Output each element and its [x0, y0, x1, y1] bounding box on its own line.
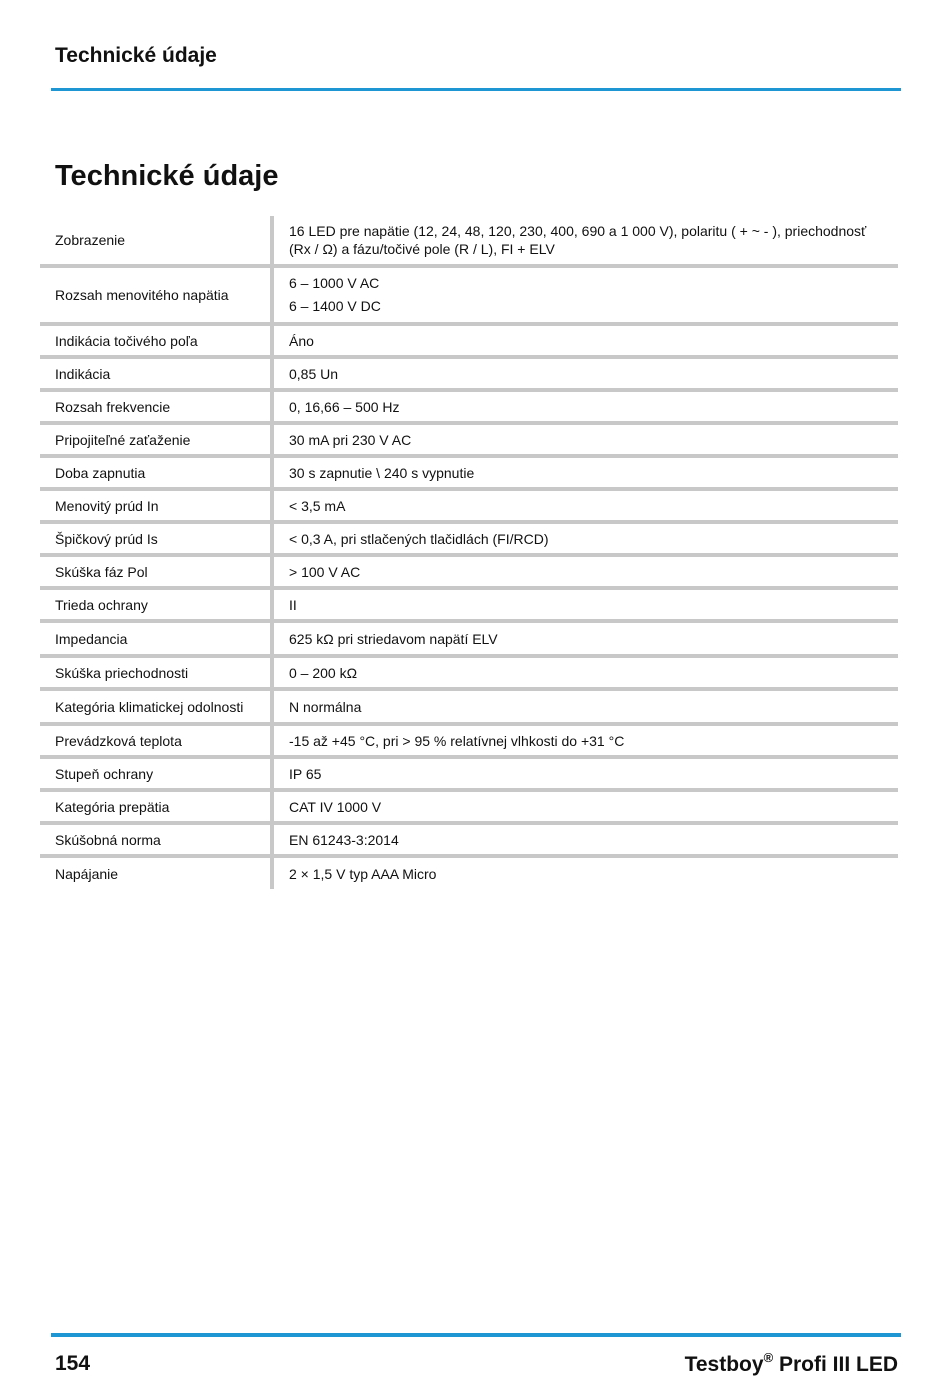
spec-value-line: 0 – 200 kΩ: [289, 664, 358, 681]
spec-value: [274, 726, 898, 755]
spec-label: Impedancia: [40, 623, 274, 654]
spec-row: [40, 359, 898, 392]
spec-row: [40, 691, 898, 726]
spec-value: [274, 858, 898, 889]
spec-row: [40, 458, 898, 491]
spec-value: [274, 759, 898, 788]
spec-value: [274, 590, 898, 619]
spec-value: [274, 326, 898, 355]
spec-value-line: 625 kΩ pri striedavom napätí ELV: [289, 630, 498, 647]
spec-row: [40, 392, 898, 425]
spec-value-line: N normálna: [289, 698, 362, 715]
product-name: [685, 1350, 898, 1377]
spec-value: [274, 691, 898, 722]
page-title: Technické údaje: [55, 160, 279, 192]
spec-row: [40, 726, 898, 759]
page-number: 154: [55, 1352, 91, 1375]
spec-label: Kategória klimatickej odolnosti: [40, 691, 274, 722]
spec-label: Rozsah frekvencie: [40, 392, 274, 421]
spec-value-line: 6 – 1400 V DC: [289, 298, 381, 314]
spec-value: [274, 623, 898, 654]
spec-label: Prevádzková teplota: [40, 726, 274, 755]
spec-row: [40, 216, 898, 268]
spec-value: [274, 359, 898, 388]
spec-label: Doba zapnutia: [40, 458, 274, 487]
spec-value: [274, 268, 898, 322]
spec-row: [40, 792, 898, 825]
spec-label: Zobrazenie: [40, 216, 274, 264]
spec-row: [40, 425, 898, 458]
spec-row: [40, 557, 898, 590]
spec-value-line: < 0,3 A, pri stlačených tlačidlách (FI/RCD): [289, 530, 549, 547]
spec-label: Napájanie: [40, 858, 274, 889]
spec-row: [40, 268, 898, 326]
spec-row: [40, 491, 898, 524]
spec-label: Špičkový prúd Is: [40, 524, 274, 553]
spec-value-line: II: [289, 596, 297, 613]
spec-value-line: 30 mA pri 230 V AC: [289, 431, 412, 448]
spec-value: [274, 825, 898, 854]
spec-row: [40, 524, 898, 557]
spec-value: [274, 524, 898, 553]
spec-value-line: Áno: [289, 332, 314, 349]
spec-label: Skúšobná norma: [40, 825, 274, 854]
running-header: Technické údaje: [55, 44, 217, 67]
spec-value: [274, 425, 898, 454]
product-brand: Testboy: [684, 1353, 764, 1376]
spec-value-line: 30 s zapnutie \ 240 s vypnutie: [289, 464, 475, 481]
spec-value-line: -15 až +45 °C, pri > 95 % relatívnej vlhkosti do +31 °C: [289, 732, 625, 749]
spec-row: [40, 658, 898, 691]
spec-value-line: 2 × 1,5 V typ AAA Micro: [289, 865, 437, 882]
spec-value-line: CAT IV 1000 V: [289, 798, 382, 815]
spec-label: Stupeň ochrany: [40, 759, 274, 788]
spec-label: Skúška priechodnosti: [40, 658, 274, 687]
spec-label: Trieda ochrany: [40, 590, 274, 619]
spec-value: [274, 658, 898, 687]
spec-label: Skúška fáz Pol: [40, 557, 274, 586]
spec-row: [40, 858, 898, 889]
spec-row: [40, 759, 898, 792]
spec-label: Pripojiteľné zaťaženie: [40, 425, 274, 454]
spec-label: Indikácia točivého poľa: [40, 326, 274, 355]
spec-value-line: 6 – 1000 V AC: [289, 275, 380, 291]
registered-mark: ®: [763, 1350, 774, 1365]
spec-value: [274, 392, 898, 421]
spec-table: [40, 216, 898, 889]
spec-row: [40, 590, 898, 623]
spec-value-line: < 3,5 mA: [289, 497, 346, 514]
spec-value-line: EN 61243-3:2014: [289, 831, 399, 848]
spec-value: [274, 491, 898, 520]
spec-value: [274, 458, 898, 487]
product-model: Profi III LED: [773, 1353, 898, 1376]
spec-value-line: IP 65: [289, 765, 322, 782]
footer-rule: [51, 1333, 901, 1337]
spec-label: Kategória prepätia: [40, 792, 274, 821]
spec-label: Indikácia: [40, 359, 274, 388]
spec-row: [40, 825, 898, 858]
spec-row: [40, 326, 898, 359]
header-rule: [51, 88, 901, 91]
spec-value: [274, 557, 898, 586]
spec-value: [274, 792, 898, 821]
spec-label: Menovitý prúd In: [40, 491, 274, 520]
spec-label: Rozsah menovitého napätia: [40, 268, 274, 322]
spec-value-line: 16 LED pre napätie (12, 24, 48, 120, 230, 400, 690 a 1 000 V), polaritu ( + ~ - ), priechodnosť (Rx / Ω) a fázu/točivé pole (R / L), FI + ELV: [289, 223, 867, 257]
spec-row: [40, 623, 898, 658]
spec-value-line: 0,85 Un: [289, 365, 339, 382]
spec-value-line: > 100 V AC: [289, 563, 361, 580]
spec-value-line: 0, 16,66 – 500 Hz: [289, 398, 400, 415]
spec-value: [274, 216, 898, 264]
